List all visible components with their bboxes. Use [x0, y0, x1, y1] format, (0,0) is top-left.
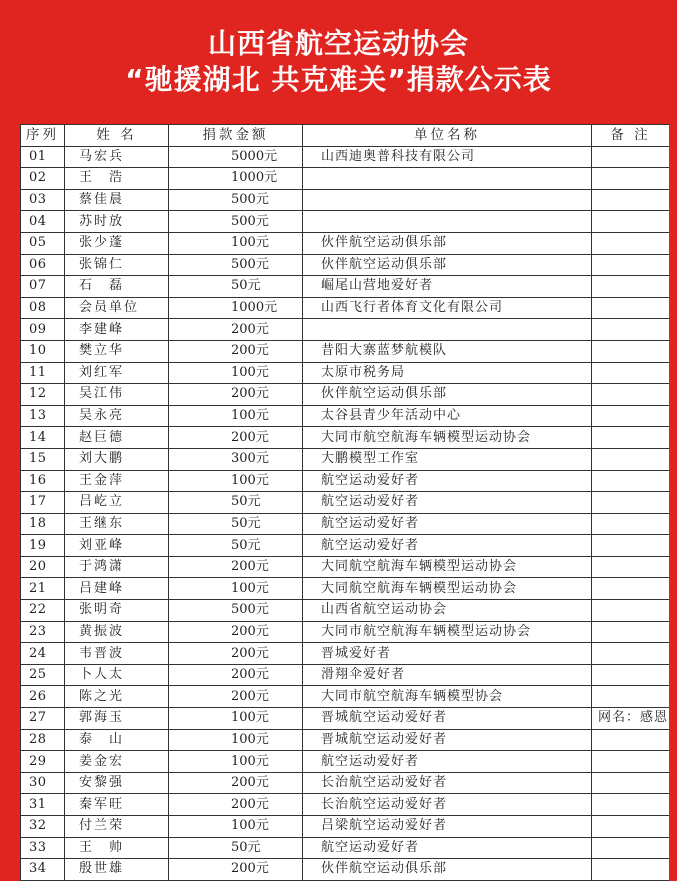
organization-name: 大鹏模型工作室 — [303, 448, 592, 470]
note-cell — [592, 276, 670, 298]
donation-amount: 200元 — [169, 686, 303, 708]
note-cell — [592, 643, 670, 665]
row-number: 30 — [21, 772, 65, 794]
organization-name: 航空运动爱好者 — [303, 535, 592, 557]
donor-name: 王 帅 — [65, 837, 169, 859]
organization-name: 长治航空运动爱好者 — [303, 772, 592, 794]
table-row — [21, 535, 670, 557]
row-number: 17 — [21, 492, 65, 514]
table-row — [21, 837, 670, 859]
donation-amount: 200元 — [169, 794, 303, 816]
row-number: 05 — [21, 232, 65, 254]
donor-name: 苏时放 — [65, 211, 169, 233]
organization-name: 晋城航空运动爱好者 — [303, 729, 592, 751]
donation-amount: 100元 — [169, 708, 303, 730]
donation-amount: 200元 — [169, 621, 303, 643]
donor-name: 张少蓬 — [65, 232, 169, 254]
organization-name: 山西飞行者体育文化有限公司 — [303, 297, 592, 319]
donor-name: 郭海玉 — [65, 708, 169, 730]
donation-amount: 50元 — [169, 837, 303, 859]
donor-name: 安黎强 — [65, 772, 169, 794]
note-cell — [592, 729, 670, 751]
table-row — [21, 146, 670, 168]
donation-amount: 500元 — [169, 211, 303, 233]
row-number: 23 — [21, 621, 65, 643]
donation-amount: 200元 — [169, 427, 303, 449]
donor-name: 吕屹立 — [65, 492, 169, 514]
row-number: 15 — [21, 448, 65, 470]
note-cell — [592, 621, 670, 643]
table-row — [21, 362, 670, 384]
column-header-amount: 捐款金额 — [169, 125, 303, 147]
row-number: 07 — [21, 276, 65, 298]
organization-name: 航空运动爱好者 — [303, 470, 592, 492]
note-cell — [592, 405, 670, 427]
donor-name: 马宏兵 — [65, 146, 169, 168]
donor-name: 李建峰 — [65, 319, 169, 341]
note-cell — [592, 664, 670, 686]
donation-amount: 200元 — [169, 556, 303, 578]
table-row — [21, 276, 670, 298]
row-number: 01 — [21, 146, 65, 168]
donor-name: 会员单位 — [65, 297, 169, 319]
note-cell — [592, 146, 670, 168]
note-cell — [592, 448, 670, 470]
organization-name: 航空运动爱好者 — [303, 492, 592, 514]
note-cell — [592, 384, 670, 406]
organization-name: 晋城航空运动爱好者 — [303, 708, 592, 730]
note-cell — [592, 297, 670, 319]
table-row — [21, 600, 670, 622]
donor-name: 张锦仁 — [65, 254, 169, 276]
table-row — [21, 751, 670, 773]
row-number: 04 — [21, 211, 65, 233]
note-cell — [592, 772, 670, 794]
table-row — [21, 556, 670, 578]
row-number: 18 — [21, 513, 65, 535]
table-row — [21, 513, 670, 535]
table-row — [21, 211, 670, 233]
organization-name: 吕梁航空运动爱好者 — [303, 816, 592, 838]
donor-name: 泰 山 — [65, 729, 169, 751]
title-line-1: 山西省航空运动协会 — [207, 27, 469, 60]
organization-name — [303, 189, 592, 211]
donation-amount: 100元 — [169, 751, 303, 773]
note-cell — [592, 492, 670, 514]
donor-name: 吴江伟 — [65, 384, 169, 406]
donor-name: 石 磊 — [65, 276, 169, 298]
note-cell — [592, 686, 670, 708]
table-row — [21, 427, 670, 449]
organization-name: 山西省航空运动协会 — [303, 600, 592, 622]
table-row — [21, 340, 670, 362]
organization-name: 滑翔伞爱好者 — [303, 664, 592, 686]
donor-name: 吴永亮 — [65, 405, 169, 427]
row-number: 12 — [21, 384, 65, 406]
donation-amount: 100元 — [169, 816, 303, 838]
organization-name: 航空运动爱好者 — [303, 751, 592, 773]
note-cell — [592, 751, 670, 773]
donation-amount: 500元 — [169, 189, 303, 211]
row-number: 28 — [21, 729, 65, 751]
organization-name: 太原市税务局 — [303, 362, 592, 384]
donor-name: 吕建峰 — [65, 578, 169, 600]
table-row — [21, 448, 670, 470]
column-header-name: 姓 名 — [65, 125, 169, 147]
donation-amount: 1000元 — [169, 168, 303, 190]
row-number: 26 — [21, 686, 65, 708]
row-number: 32 — [21, 816, 65, 838]
table-row — [21, 816, 670, 838]
table-row — [21, 405, 670, 427]
donor-name: 韦晋波 — [65, 643, 169, 665]
row-number: 03 — [21, 189, 65, 211]
title-line-2: “驰援湖北 共克难关”捐款公示表 — [125, 63, 552, 96]
note-cell — [592, 600, 670, 622]
table-row — [21, 384, 670, 406]
column-header-note: 备 注 — [592, 125, 670, 147]
row-number: 24 — [21, 643, 65, 665]
donor-name: 王继东 — [65, 513, 169, 535]
organization-name — [303, 319, 592, 341]
table-row — [21, 621, 670, 643]
table-row — [21, 470, 670, 492]
donor-name: 蔡佳晨 — [65, 189, 169, 211]
note-cell — [592, 211, 670, 233]
table-row — [21, 578, 670, 600]
donor-name: 刘亚峰 — [65, 535, 169, 557]
organization-name — [303, 168, 592, 190]
note-cell — [592, 794, 670, 816]
note-cell — [592, 556, 670, 578]
donor-name: 张明奇 — [65, 600, 169, 622]
table-row — [21, 729, 670, 751]
donor-name: 秦军旺 — [65, 794, 169, 816]
donation-table — [20, 124, 669, 881]
donation-amount: 500元 — [169, 600, 303, 622]
table-row — [21, 492, 670, 514]
note-cell — [592, 362, 670, 384]
table-header-row — [21, 125, 670, 147]
table-row — [21, 297, 670, 319]
row-number: 09 — [21, 319, 65, 341]
donor-name: 刘大鹏 — [65, 448, 169, 470]
note-cell — [592, 340, 670, 362]
donation-amount: 200元 — [169, 664, 303, 686]
donation-amount: 500元 — [169, 254, 303, 276]
organization-name: 晋城爱好者 — [303, 643, 592, 665]
note-cell — [592, 168, 670, 190]
row-number: 14 — [21, 427, 65, 449]
row-number: 13 — [21, 405, 65, 427]
organization-name: 崛尾山营地爱好者 — [303, 276, 592, 298]
organization-name: 大同航空航海车辆模型运动协会 — [303, 578, 592, 600]
organization-name: 大同市航空航海车辆模型协会 — [303, 686, 592, 708]
donation-amount: 200元 — [169, 319, 303, 341]
row-number: 06 — [21, 254, 65, 276]
donation-amount: 200元 — [169, 772, 303, 794]
row-number: 34 — [21, 859, 65, 881]
donation-amount: 50元 — [169, 492, 303, 514]
organization-name: 大同市航空航海车辆模型运动协会 — [303, 427, 592, 449]
table-row — [21, 772, 670, 794]
organization-name: 大同市航空航海车辆模型运动协会 — [303, 621, 592, 643]
donor-name: 王金萍 — [65, 470, 169, 492]
donation-amount: 100元 — [169, 729, 303, 751]
note-cell — [592, 816, 670, 838]
donation-amount: 200元 — [169, 384, 303, 406]
donor-name: 于鸿潇 — [65, 556, 169, 578]
donation-amount: 1000元 — [169, 297, 303, 319]
organization-name: 太谷县青少年活动中心 — [303, 405, 592, 427]
note-cell: 网名：感恩 — [592, 708, 670, 730]
donor-name: 刘红军 — [65, 362, 169, 384]
note-cell — [592, 254, 670, 276]
row-number: 22 — [21, 600, 65, 622]
organization-name — [303, 211, 592, 233]
organization-name: 山西迪奥普科技有限公司 — [303, 146, 592, 168]
table-body — [21, 146, 670, 880]
donor-name: 陈之光 — [65, 686, 169, 708]
row-number: 16 — [21, 470, 65, 492]
table-row — [21, 189, 670, 211]
organization-name: 航空运动爱好者 — [303, 513, 592, 535]
donor-name: 殷世雄 — [65, 859, 169, 881]
row-number: 31 — [21, 794, 65, 816]
note-cell — [592, 837, 670, 859]
donation-amount: 200元 — [169, 340, 303, 362]
note-cell — [592, 427, 670, 449]
donor-name: 付兰荣 — [65, 816, 169, 838]
donor-name: 黄振波 — [65, 621, 169, 643]
table-row — [21, 254, 670, 276]
table-row — [21, 319, 670, 341]
organization-name: 伙伴航空运动俱乐部 — [303, 232, 592, 254]
row-number: 33 — [21, 837, 65, 859]
row-number: 21 — [21, 578, 65, 600]
organization-name: 伙伴航空运动俱乐部 — [303, 384, 592, 406]
row-number: 02 — [21, 168, 65, 190]
donation-amount: 5000元 — [169, 146, 303, 168]
donation-amount: 100元 — [169, 578, 303, 600]
note-cell — [592, 859, 670, 881]
organization-name: 航空运动爱好者 — [303, 837, 592, 859]
column-header-number: 序列 — [21, 125, 65, 147]
table-row — [21, 664, 670, 686]
donor-name: 赵巨德 — [65, 427, 169, 449]
donation-amount: 100元 — [169, 470, 303, 492]
row-number: 20 — [21, 556, 65, 578]
note-cell — [592, 535, 670, 557]
table-row — [21, 794, 670, 816]
donation-amount: 100元 — [169, 405, 303, 427]
note-cell — [592, 232, 670, 254]
table-row — [21, 859, 670, 881]
organization-name: 伙伴航空运动俱乐部 — [303, 254, 592, 276]
table-row — [21, 168, 670, 190]
table-row — [21, 232, 670, 254]
column-header-unit: 单位名称 — [303, 125, 592, 147]
donation-amount: 100元 — [169, 362, 303, 384]
donor-name: 樊立华 — [65, 340, 169, 362]
note-cell — [592, 513, 670, 535]
organization-name: 长治航空运动爱好者 — [303, 794, 592, 816]
row-number: 27 — [21, 708, 65, 730]
donor-name: 姜金宏 — [65, 751, 169, 773]
row-number: 25 — [21, 664, 65, 686]
donation-sheet — [20, 124, 669, 881]
table-row — [21, 686, 670, 708]
row-number: 19 — [21, 535, 65, 557]
note-cell — [592, 319, 670, 341]
donation-amount: 200元 — [169, 859, 303, 881]
donor-name: 卜人太 — [65, 664, 169, 686]
donation-amount: 50元 — [169, 276, 303, 298]
row-number: 29 — [21, 751, 65, 773]
donation-amount: 50元 — [169, 535, 303, 557]
note-cell — [592, 189, 670, 211]
row-number: 08 — [21, 297, 65, 319]
organization-name: 昔阳大寨蓝梦航模队 — [303, 340, 592, 362]
donation-amount: 100元 — [169, 232, 303, 254]
table-row — [21, 708, 670, 730]
organization-name: 伙伴航空运动俱乐部 — [303, 859, 592, 881]
row-number: 10 — [21, 340, 65, 362]
donation-amount: 300元 — [169, 448, 303, 470]
note-cell — [592, 470, 670, 492]
donor-name: 王 浩 — [65, 168, 169, 190]
header — [0, 26, 677, 98]
donation-amount: 200元 — [169, 643, 303, 665]
organization-name: 大同航空航海车辆模型运动协会 — [303, 556, 592, 578]
table-row — [21, 643, 670, 665]
row-number: 11 — [21, 362, 65, 384]
donation-amount: 50元 — [169, 513, 303, 535]
note-cell — [592, 578, 670, 600]
